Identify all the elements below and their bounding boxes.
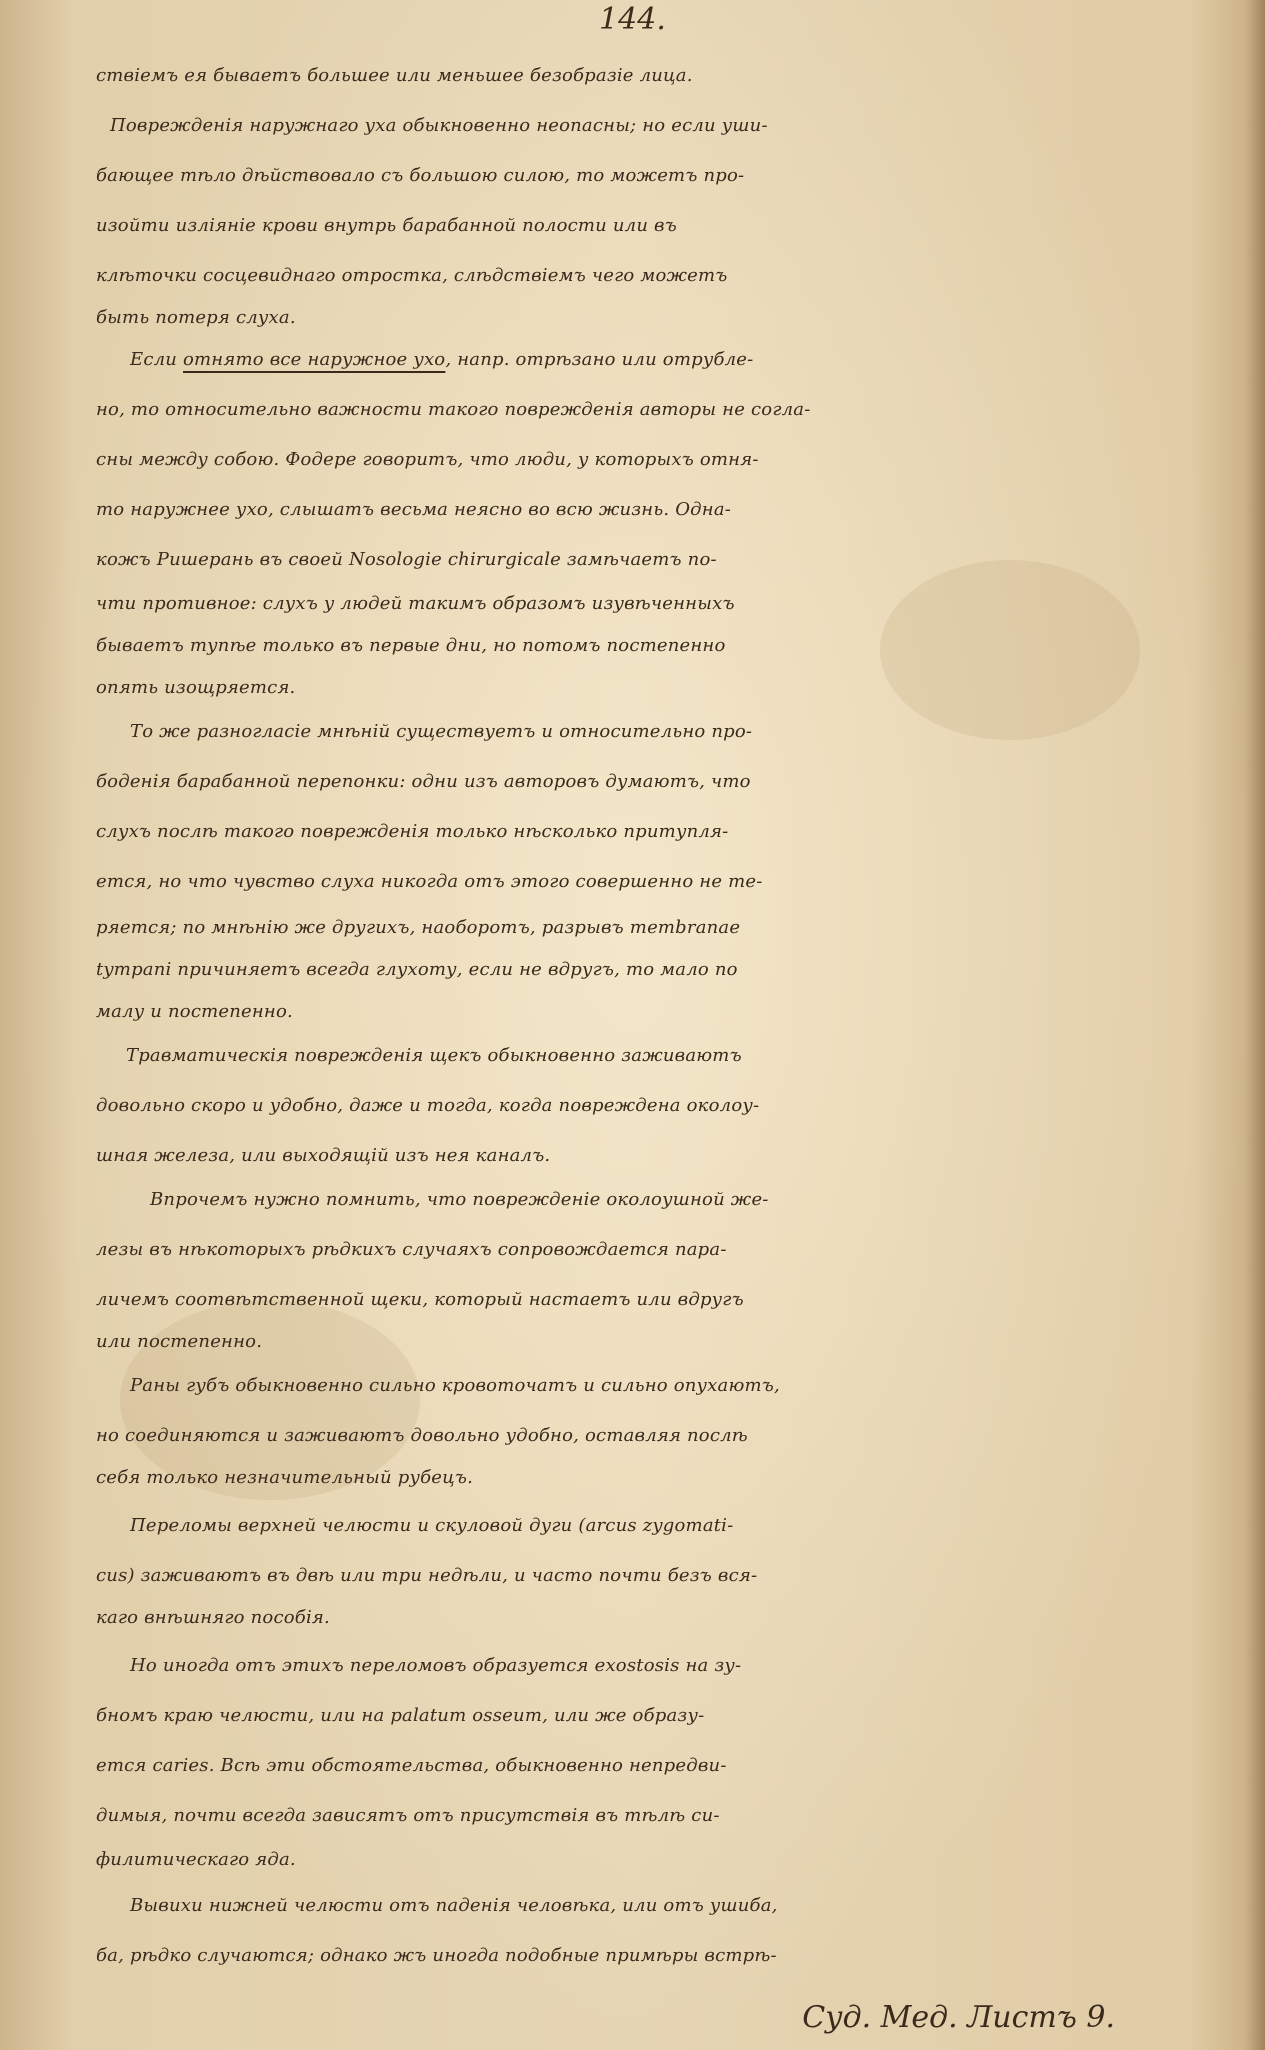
text-line: каго внѣшняго пособія.	[96, 1607, 330, 1628]
text-line: довольно скоро и удобно, даже и тогда, когда повреждена околоу-	[96, 1095, 760, 1116]
text-line: Вывихи нижней челюсти отъ паденія человѣка, или отъ ушиба,	[130, 1895, 778, 1916]
text-line: но соединяются и заживаютъ довольно удобно, оставляя послѣ	[96, 1425, 748, 1446]
text-line: клѣточки сосцевиднаго отростка, слѣдствіемъ чего можетъ	[96, 265, 728, 286]
page-number: 144.	[599, 2, 666, 37]
text-line: ряется; по мнѣнію же другихъ, наоборотъ, разрывъ membranae	[96, 917, 741, 938]
text-line: Переломы верхней челюсти и скуловой дуги (arcus zygomati-	[130, 1515, 734, 1536]
text-line: то наружнее ухо, слышатъ весьма неясно во всю жизнь. Одна-	[96, 499, 732, 520]
text-line: ется caries. Всѣ эти обстоятельства, обыкновенно непредви-	[96, 1755, 727, 1776]
text-line: шная железа, или выходящій изъ нея каналъ.	[96, 1145, 551, 1166]
text-line: лезы въ нѣкоторыхъ рѣдкихъ случаяхъ сопровождается пара-	[96, 1239, 727, 1260]
text-line: cus) заживаютъ въ двѣ или три недѣли, и часто почти безъ вся-	[96, 1565, 758, 1586]
text-line: личемъ соотвѣтственной щеки, который настаетъ или вдругъ	[96, 1289, 744, 1310]
text-line: малу и постепенно.	[96, 1001, 293, 1022]
text-line: боденія барабанной перепонки: одни изъ авторовъ думаютъ, что	[96, 771, 751, 792]
text-line: ствіемъ ея бываетъ большее или меньшее безобразіе лица.	[96, 65, 693, 86]
text-line: опять изощряется.	[96, 677, 296, 698]
text-line: или постепенно.	[96, 1331, 263, 1352]
text-line: То же разногласіе мнѣній существуетъ и относительно про-	[130, 721, 753, 742]
text-line: tympani причиняетъ всегда глухоту, если не вдругъ, то мало по	[96, 959, 738, 980]
text-line: ба, рѣдко случаются; однако жъ иногда подобные примѣры встрѣ-	[96, 1945, 777, 1966]
underlined-phrase: отнято все наружное ухо	[183, 349, 446, 370]
text-line: себя только незначительный рубецъ.	[96, 1467, 474, 1488]
text-line: Но иногда отъ этихъ переломовъ образуется exostosis на зу-	[130, 1655, 742, 1676]
text-line: но, то относительно важности такого поврежденія авторы не согла-	[96, 399, 811, 420]
text-line: Впрочемъ нужно помнить, что поврежденіе околоушной же-	[150, 1189, 769, 1210]
text-line: сны между собою. Фодере говоритъ, что люди, у которыхъ отня-	[96, 449, 759, 470]
text-line: быть потеря слуха.	[96, 307, 296, 328]
text-line: бномъ краю челюсти, или на palatum osseum, или же образу-	[96, 1705, 705, 1726]
text-line: изойти изліяніе крови внутрь барабанной полости или въ	[96, 215, 677, 236]
text-line: Если отнято все наружное ухо, напр. отрѣзано или отрубле-	[130, 349, 754, 370]
text-line: Раны губъ обыкновенно сильно кровоточатъ и сильно опухаютъ,	[130, 1375, 780, 1396]
text-line: чти противное: слухъ у людей такимъ образомъ изувѣченныхъ	[96, 593, 735, 614]
text-line: бываетъ тупѣе только въ первые дни, но потомъ постепенно	[96, 635, 726, 656]
signature-mark: Суд. Мед. Листъ 9.	[802, 2000, 1115, 2035]
text-line: бающее тѣло дѣйствовало съ большою силою, то можетъ про-	[96, 165, 745, 186]
text-line: Травматическія поврежденія щекъ обыкновенно заживаютъ	[126, 1045, 742, 1066]
text-line: слухъ послѣ такого поврежденія только нѣсколько притупля-	[96, 821, 729, 842]
text-line: ется, но что чувство слуха никогда отъ этого совершенно не те-	[96, 871, 763, 892]
text-line: димыя, почти всегда зависятъ отъ присутствія въ тѣлѣ си-	[96, 1805, 720, 1826]
text-line: Поврежденія наружнаго уха обыкновенно неопасны; но если уши-	[110, 115, 768, 136]
text-line: кожъ Ришерань въ своей Nosologie chirurgicale замѣчаетъ по-	[96, 549, 717, 570]
text-line: филитическаго яда.	[96, 1849, 296, 1870]
